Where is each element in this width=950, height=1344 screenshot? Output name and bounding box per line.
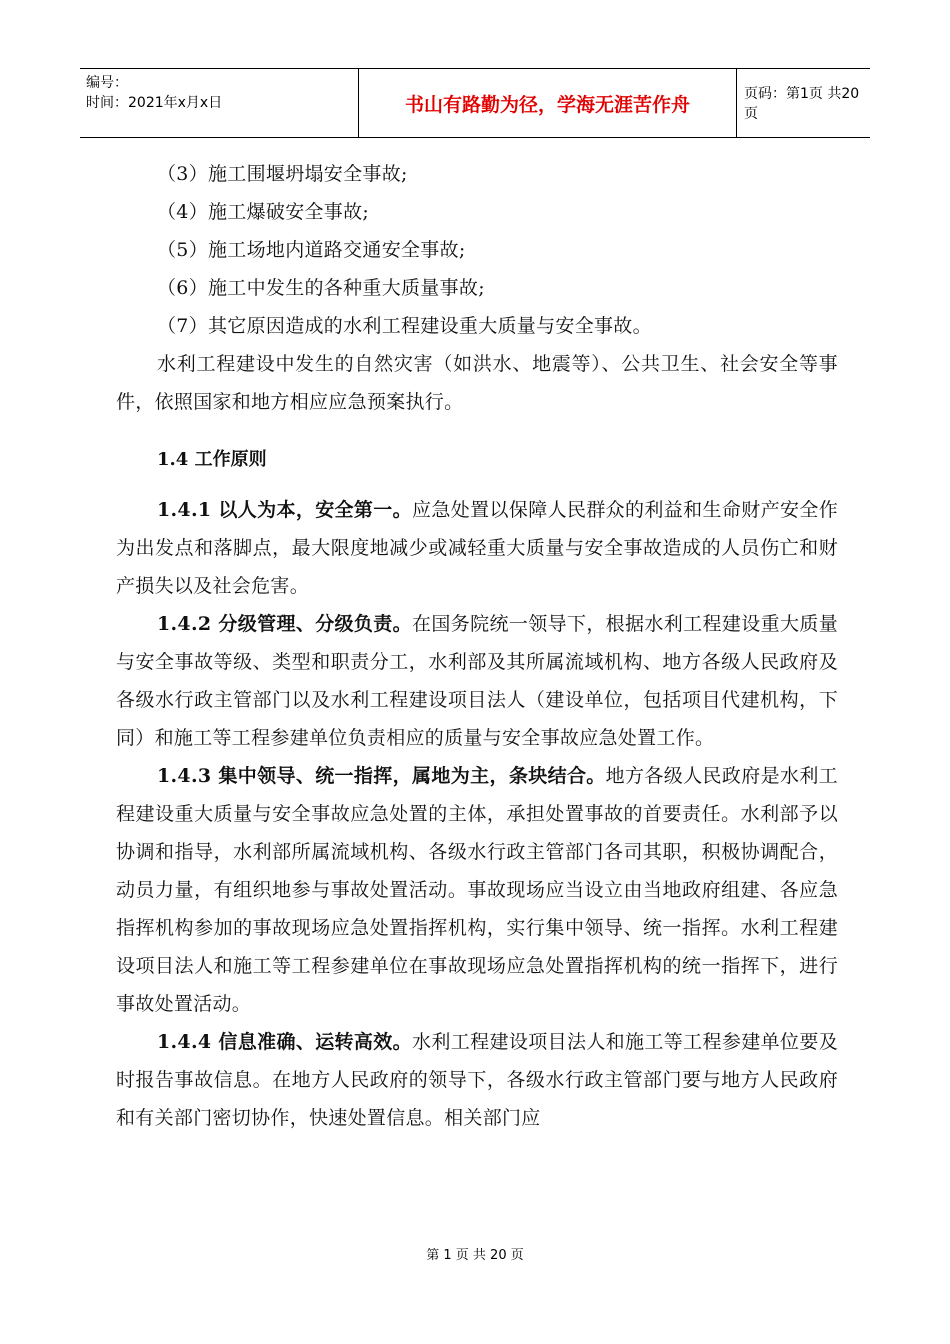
principle-paragraph (116, 491, 838, 605)
principle-text: 在国务院统一领导下，根据水利工程建设重大质量与安全事故等级、类型和职责分工，水利部及其所属流域机构、地方各级人民政府及各级水行政主管部门以及水利工程建设项目法人（建设单位，包括项目代建机构，下同）和施工等工程参建单位负责相应的质量与安全事故应急处置工作。 (116, 613, 838, 749)
principle-paragraph (116, 1023, 838, 1137)
list-item: （7）其它原因造成的水利工程建设重大质量与安全事故。 (157, 315, 652, 337)
document-time-label: 时间：2021年x月x日 (86, 95, 223, 111)
section-heading: 1.4 工作原则 (157, 449, 267, 470)
principle-lead: 1.4.2 分级管理、分级负责。 (157, 613, 413, 635)
list-item: （5）施工场地内道路交通安全事故; (157, 239, 466, 261)
principle-lead: 1.4.3 集中领导、统一指挥，属地为主，条块结合。 (157, 765, 606, 787)
principle-paragraph (116, 757, 838, 1023)
principle-text: 水利工程建设项目法人和施工等工程参建单位要及时报告事故信息。在地方人民政府的领导下，各级水行政主管部门要与地方人民政府和有关部门密切协作，快速处置信息。相关部门应 (116, 1031, 838, 1129)
page-header (80, 68, 870, 138)
paragraph-disaster: 水利工程建设中发生的自然灾害（如洪水、地震等）、公共卫生、社会安全等事件，依照国家和地方相应应急预案执行。 (116, 353, 838, 413)
list-item: （3）施工围堰坍塌安全事故; (157, 163, 408, 185)
principle-paragraph (116, 605, 838, 757)
header-meta (86, 73, 286, 113)
document-body (116, 155, 838, 1137)
page-footer: 第 1 页 共 20 页 (426, 1248, 524, 1263)
list-item: （6）施工中发生的各种重大质量事故; (157, 277, 485, 299)
principle-text: 地方各级人民政府是水利工程建设重大质量与安全事故应急处置的主体，承担处置事故的首要责任。水利部予以协调和指导，水利部所属流域机构、各级水行政主管部门各司其职，积极协调配合，动员力量，有组织地参与事故处置活动。事故现场应当设立由当地政府组建、各应急指挥机构参加的事故现场应急处置指挥机构，实行集中领导、统一指挥。水利工程建设项目法人和施工等工程参建单位在事故现场应急处置指挥机构的统一指挥下，进行事故处置活动。 (116, 765, 838, 1015)
header-page-info: 页码：第1页 共20页 (744, 86, 860, 122)
list-item: （4）施工爆破安全事故; (157, 201, 370, 223)
principle-text: 应急处置以保障人民群众的利益和生命财产安全作为出发点和落脚点，最大限度地减少或减轻重大质量与安全事故造成的人员伤亡和财产损失以及社会危害。 (116, 499, 838, 597)
principle-lead: 1.4.4 信息准确、运转高效。 (157, 1031, 413, 1053)
principle-lead: 1.4.1 以人为本，安全第一。 (157, 499, 413, 521)
document-number-label: 编号： (86, 75, 128, 91)
header-motto: 书山有路勤为径，学海无涯苦作舟 (358, 69, 737, 137)
